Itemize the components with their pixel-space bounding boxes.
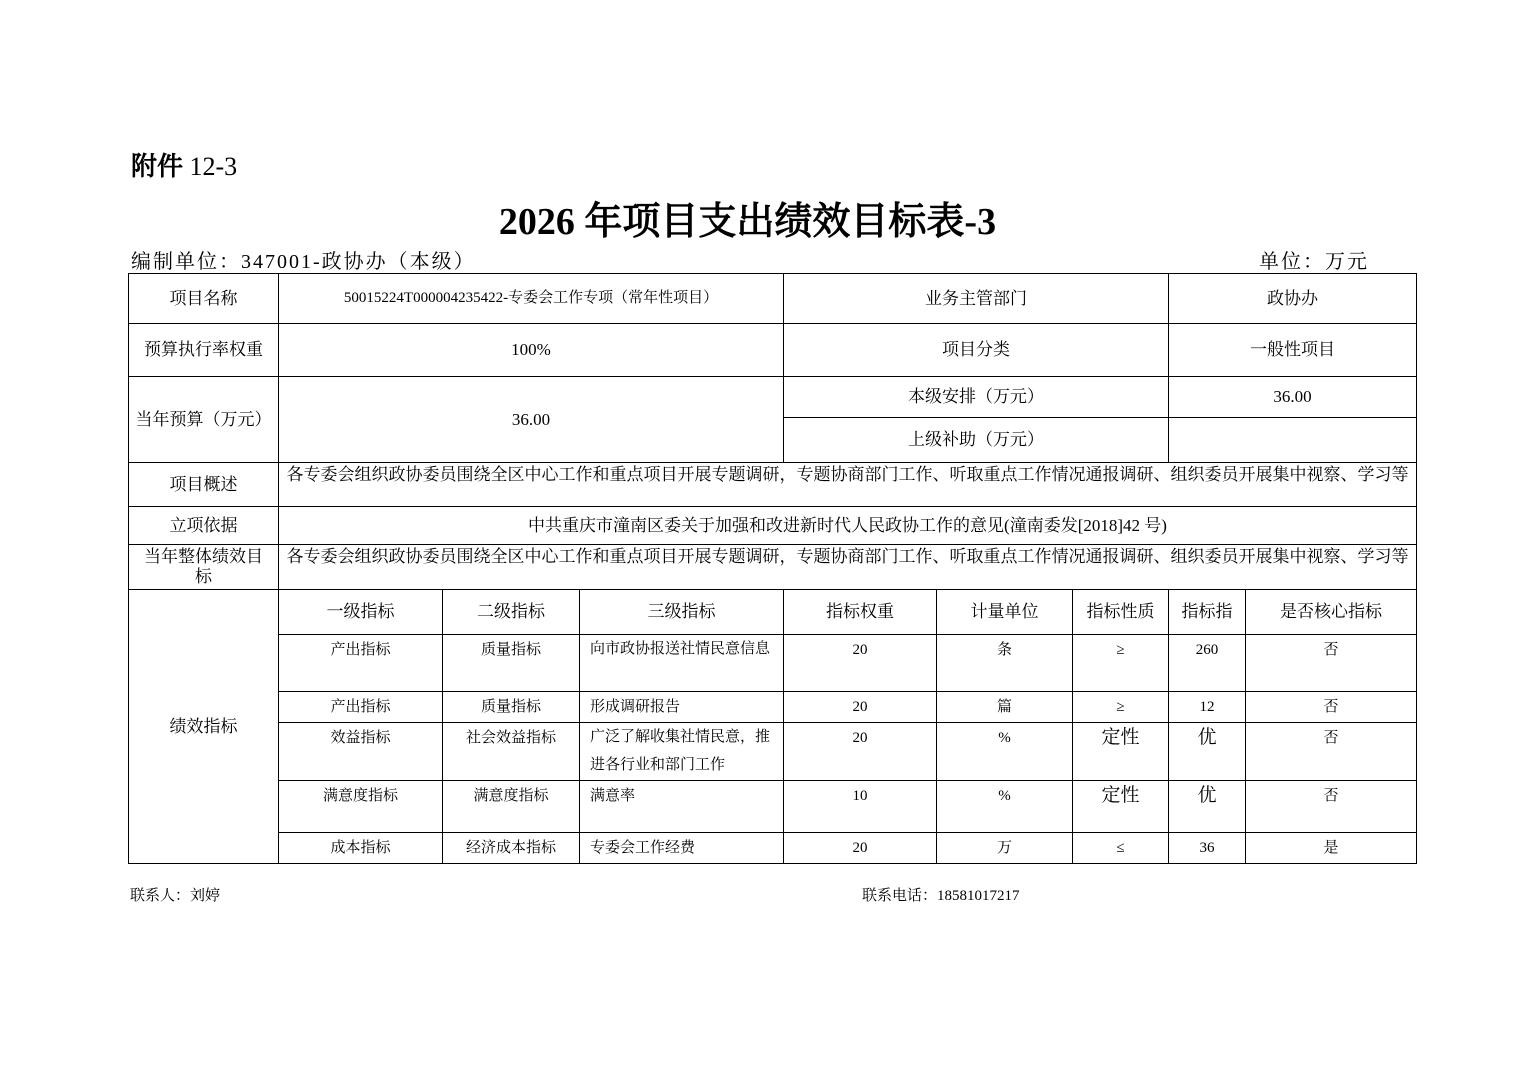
money-unit: 单位：万元 (1259, 251, 1369, 273)
indicator-cell: 定性 (1072, 780, 1169, 833)
category-value: 一般性项目 (1168, 323, 1417, 377)
goal-label: 当年整体绩效目标 (128, 544, 279, 590)
header-unit: 计量单位 (936, 589, 1073, 635)
indicator-cell: 10 (783, 780, 937, 833)
indicator-cell: 条 (936, 634, 1073, 692)
attachment-number: 12-3 (189, 152, 238, 181)
indicator-cell: 否 (1245, 691, 1417, 723)
indicator-cell: % (936, 780, 1073, 833)
indicator-cell: ≥ (1072, 691, 1169, 723)
header-level2: 二级指标 (442, 589, 580, 635)
local-arrangement-value: 36.00 (1168, 376, 1417, 418)
overview-label: 项目概述 (128, 462, 279, 507)
header-level1: 一级指标 (278, 589, 443, 635)
indicator-cell: 20 (783, 832, 937, 864)
indicator-cell: 质量指标 (442, 691, 580, 723)
indicator-cell: 满意度指标 (442, 780, 580, 833)
indicator-cell: 质量指标 (442, 634, 580, 692)
indicator-cell: 篇 (936, 691, 1073, 723)
indicator-cell: 成本指标 (278, 832, 443, 864)
indicator-cell: 满意度指标 (278, 780, 443, 833)
indicator-cell: 36 (1168, 832, 1246, 864)
page-title: 2026 年项目支出绩效目标表-3 (498, 201, 997, 243)
indicator-cell: 优 (1168, 722, 1246, 781)
basis-label: 立项依据 (128, 506, 279, 545)
contact-person: 联系人：刘婷 (130, 888, 221, 904)
header-weight: 指标权重 (783, 589, 937, 635)
project-name: 50015224T000004235422-专委会工作专项（常年性项目） (278, 273, 784, 324)
indicator-cell: 产出指标 (278, 634, 443, 692)
indicator-cell: 万 (936, 832, 1073, 864)
header-nature: 指标性质 (1072, 589, 1169, 635)
indicator-cell: 优 (1168, 780, 1246, 833)
indicator-cell: 社会效益指标 (442, 722, 580, 781)
compiling-unit: 编制单位：347001-政协办（本级） (131, 251, 476, 273)
indicator-cell: 是 (1245, 832, 1417, 864)
indicator-cell: 经济成本指标 (442, 832, 580, 864)
superior-subsidy-value (1168, 417, 1417, 463)
overview-text: 各专委会组织政协委员围绕全区中心工作和重点项目开展专题调研，专题协商部门工作、听取重点工作情况通报调研、组织委员开展集中视察、学习等 (278, 462, 1417, 507)
indicator-cell: 否 (1245, 634, 1417, 692)
indicator-cell: % (936, 722, 1073, 781)
attachment-word: 附件 (131, 152, 184, 181)
superior-subsidy-label: 上级补助（万元） (783, 417, 1169, 463)
goal-text: 各专委会组织政协委员围绕全区中心工作和重点项目开展专题调研，专题协商部门工作、听取重点工作情况通报调研、组织委员开展集中视察、学习等 (278, 544, 1417, 590)
budget-value: 36.00 (278, 376, 784, 463)
header-level3: 三级指标 (579, 589, 784, 635)
indicator-cell: 向市政协报送社情民意信息 (579, 634, 784, 692)
indicator-cell: ≥ (1072, 634, 1169, 692)
performance-table (128, 273, 1417, 864)
indicator-cell: 定性 (1072, 722, 1169, 781)
dept-label: 业务主管部门 (783, 273, 1169, 324)
indicator-cell: 形成调研报告 (579, 691, 784, 723)
category-label: 项目分类 (783, 323, 1169, 377)
indicator-cell: 260 (1168, 634, 1246, 692)
dept-value: 政协办 (1168, 273, 1417, 324)
indicator-cell: 广泛了解收集社情民意，推进各行业和部门工作 (579, 722, 784, 781)
budget-label: 当年预算（万元） (128, 376, 279, 463)
indicator-cell: 专委会工作经费 (579, 832, 784, 864)
indicator-cell: 效益指标 (278, 722, 443, 781)
indicator-cell: 20 (783, 691, 937, 723)
exec-rate-label: 预算执行率权重 (128, 323, 279, 377)
header-core: 是否核心指标 (1245, 589, 1417, 635)
contact-phone: 联系电话：18581017217 (862, 888, 1020, 904)
indicators-label: 绩效指标 (128, 589, 279, 864)
indicator-cell: 否 (1245, 780, 1417, 833)
indicator-cell: ≤ (1072, 832, 1169, 864)
indicator-cell: 20 (783, 634, 937, 692)
local-arrangement-label: 本级安排（万元） (783, 376, 1169, 418)
indicator-cell: 12 (1168, 691, 1246, 723)
exec-rate-value: 100% (278, 323, 784, 377)
header-index-value: 指标指 (1168, 589, 1246, 635)
project-name-label: 项目名称 (128, 273, 279, 324)
indicator-cell: 满意率 (579, 780, 784, 833)
attachment-label (131, 146, 237, 183)
indicator-cell: 20 (783, 722, 937, 781)
basis-text: 中共重庆市潼南区委关于加强和改进新时代人民政协工作的意见(潼南委发[2018]42 号) (278, 506, 1417, 545)
indicator-cell: 产出指标 (278, 691, 443, 723)
indicator-cell: 否 (1245, 722, 1417, 781)
